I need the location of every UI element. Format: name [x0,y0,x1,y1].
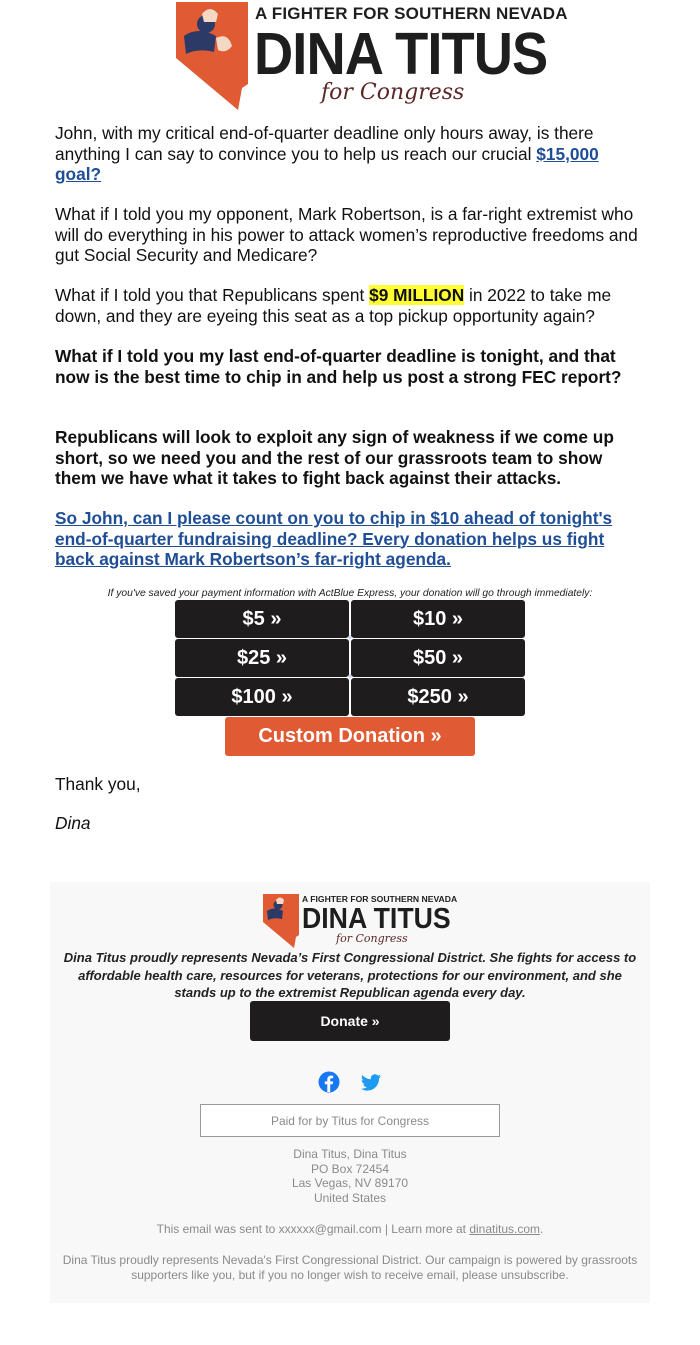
donate-appeal-link[interactable]: So John, can I please count on you to chip in $10 ahead of tonight's end-of-quarter fundraising deadline? Every donation helps us fight back against Mark Robertson’s far-right agenda. [55,508,613,569]
donate-5-button[interactable]: $5 » [175,600,349,638]
paragraph-5 [55,427,645,489]
footer-logo-tagline: A FIGHTER FOR SOUTHERN NEVADA [302,894,458,904]
address-line: United States [313,1190,387,1205]
goal-link[interactable]: $15,000 goal? [55,143,599,184]
unsubscribe-text: Dina Titus proudly represents Nevada's First Congressional District. Our campaign is powered by grassroots supporters like you, but if you no longer wish to receive email, please unsubscribe. [62,1253,638,1282]
signature-name: Dina [55,813,91,833]
signoff-name [55,813,645,834]
thanks-text: Thank you, [55,774,141,794]
donate-25-button[interactable]: $25 » [175,639,349,677]
donate-100-button[interactable]: $100 » [175,678,349,716]
logo-tagline: A FIGHTER FOR SOUTHERN NEVADA [255,4,568,23]
footer [50,882,650,1303]
footer-logo-subtitle: for Congress [336,932,408,945]
donate-50-button[interactable]: $50 » [351,639,525,677]
paragraph-1 [55,123,645,185]
paragraph-3-text-start: What if I told you that Republicans spent [55,285,370,305]
paragraph-1-text: John, with my critical end-of-quarter deadline only hours away, is there anything I can say to convince you to help us reach our crucial [55,123,594,164]
sent-to-end: . [540,1222,544,1236]
paragraph-5-text: Republicans will look to exploit any sign of weakness if we come up short, so we need you and the rest of our grassroots team to show them we have what it takes to fight back against their attacks. [55,427,614,488]
mailing-address [50,1147,650,1205]
address-line: Dina Titus, Dina Titus [293,1147,407,1161]
facebook-icon[interactable] [318,1071,340,1093]
paragraph-4-text: What if I told you my last end-of-quarter deadline is tonight, and that now is the best time to chip in and help us post a strong FEC report? [55,346,622,387]
header-logo [176,2,568,110]
donate-10-button[interactable]: $10 » [351,600,525,638]
twitter-icon[interactable] [360,1071,382,1093]
paragraph-3-text-end: in 2022 to take me down, and they are eyeing this seat as a top pickup opportunity again? [55,285,612,326]
footer-logo-name: DINA TITUS [302,903,451,935]
sent-to-text: This email was sent to xxxxxx@gmail.com | Learn more at [156,1222,470,1236]
custom-donation-button[interactable]: Custom Donation » [225,717,475,756]
nevada-map-icon [263,894,299,948]
paragraph-2 [55,204,645,266]
paragraph-6 [55,508,645,570]
signoff-thanks [55,774,645,795]
actblue-express-note: If you've saved your payment information with ActBlue Express, your donation will go through immediately: [107,588,593,599]
footer-description: Dina Titus proudly represents Nevada’s First Congressional District. She fights for access to affordable health care, resources for veterans, protections for our environment, and she stands up to the extremist Republican agenda every day. [63,950,637,1000]
donate-250-button[interactable]: $250 » [351,678,525,716]
logo-name: DINA TITUS [254,21,548,87]
logo-subtitle: for Congress [321,80,465,105]
sparkle-icon: ✦ [345,633,355,644]
paragraph-2-text: What if I told you my opponent, Mark Robertson, is a far-right extremist who will do everything in his power to attack women’s reproductive freedoms and gut Social Security and Medicare? [55,204,638,265]
donation-grid [175,600,525,717]
sparkle-icon: ✦ [345,672,355,683]
highlight-amount: $9 MILLION [369,285,465,305]
footer-donate-button[interactable]: Donate » [250,1001,450,1041]
paid-for-box: Paid for by Titus for Congress [200,1104,500,1137]
address-line: PO Box 72454 [310,1161,390,1176]
address-line: Las Vegas, NV 89170 [291,1176,409,1190]
footer-logo [263,894,458,948]
paragraph-4 [55,346,645,387]
paragraph-3 [55,285,645,326]
sent-to-line [50,1222,650,1236]
nevada-map-icon [176,2,248,110]
website-link[interactable]: dinatitus.com [469,1222,541,1236]
